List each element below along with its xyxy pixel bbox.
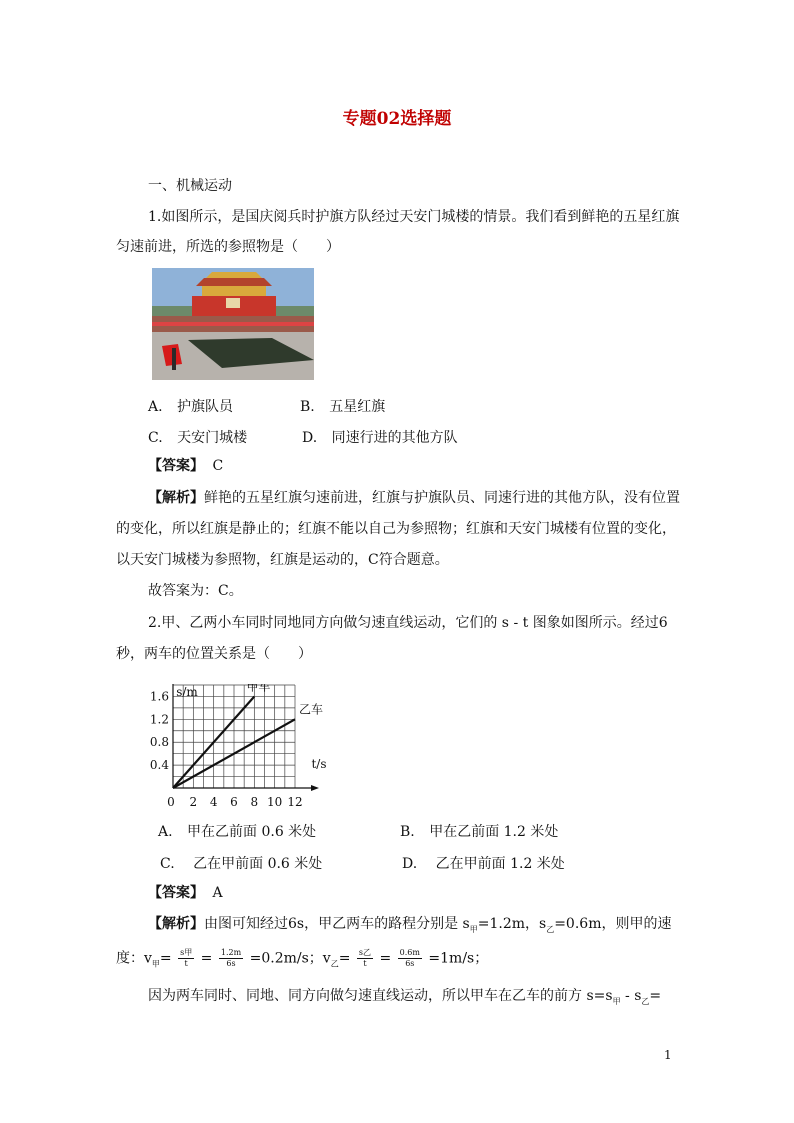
section-heading: 一、机械运动	[148, 178, 232, 194]
q2-option-d	[402, 853, 565, 873]
subscript-yi: 乙	[330, 959, 339, 969]
analysis-text: 由图可知经过6s，甲乙两车的路程分别是 s	[204, 916, 470, 932]
option-letter: D.	[402, 856, 418, 872]
q1-answer	[148, 456, 223, 476]
q1-option-a	[148, 396, 233, 416]
parade-photo	[152, 268, 314, 380]
x-tick-label: 4	[209, 795, 218, 809]
x-tick-label: 10	[267, 795, 283, 809]
option-letter: A.	[148, 399, 163, 415]
page-title: 专题02选择题	[342, 109, 452, 129]
subscript-jia: 甲	[469, 924, 478, 934]
subscript-jia: 甲	[151, 959, 160, 969]
option-text: 甲在乙前面 1.2 米处	[429, 824, 559, 840]
q2-stem-line2: 秒，两车的位置关系是（ ）	[116, 646, 312, 662]
q2-answer	[148, 883, 223, 903]
analysis-text: - s	[620, 988, 642, 1004]
origin-label: 0	[167, 795, 175, 809]
option-text: 同速行进的其他方队	[331, 430, 458, 446]
subscript-jia: 甲	[612, 996, 621, 1006]
q1-analysis-line2: 的变化，所以红旗是静止的；红旗不能以自己为参照物；红旗和天安门城楼有位置的变化，	[116, 521, 676, 537]
q2-analysis-line3	[148, 986, 661, 1012]
q2-stem-line1: 2.甲、乙两小车同时同地同方向做匀速直线运动，它们的 s - t 图象如图所示。经过6	[148, 615, 668, 631]
q1-conclusion: 故答案为：C。	[148, 583, 243, 599]
option-text: 护旗队员	[177, 399, 234, 415]
analysis-label: 【解析】	[148, 490, 204, 506]
option-letter: A.	[158, 824, 173, 840]
y-tick-label: 0.8	[150, 735, 169, 750]
page-number: 1	[664, 1048, 672, 1062]
option-letter: D.	[302, 430, 318, 446]
x-tick-label: 8	[250, 795, 259, 809]
y-axis-label: s/m	[176, 685, 198, 699]
fraction-value: $\frac{1.2m}{6s}$	[220, 948, 242, 968]
x-tick-label: 6	[230, 795, 238, 809]
x-tick-label: 12	[287, 795, 303, 809]
option-text: 乙在甲前面 0.6 米处	[193, 856, 323, 872]
speed-text: 度：v	[116, 950, 152, 967]
equals: =	[379, 950, 392, 967]
subscript-yi: 乙	[641, 996, 650, 1006]
y-tick-label: 1.2	[150, 712, 169, 727]
option-text: 五星红旗	[329, 399, 386, 415]
analysis-text: =0.6m，则甲的速	[554, 916, 672, 932]
q2-option-c	[160, 853, 322, 873]
x-axis-arrow	[311, 785, 319, 791]
analysis-label: 【解析】	[148, 916, 204, 932]
q2-analysis-line1	[148, 914, 671, 940]
fraction-s-over-t: $\frac{\text{s乙}}{t}$	[358, 948, 372, 968]
st-graph-svg	[150, 684, 340, 814]
q1-stem-line1: 1.如图所示，是国庆阅兵时护旗方队经过天安门城楼的情景。我们看到鲜艳的五星红旗	[148, 209, 680, 225]
option-letter: C.	[160, 856, 175, 872]
answer-label: 【答案】	[148, 885, 204, 901]
q2-analysis-line2	[116, 948, 488, 974]
q2-option-a	[158, 821, 316, 841]
equals: =	[338, 950, 351, 967]
equals: =	[159, 950, 172, 967]
q1-analysis-line1	[148, 488, 680, 508]
x-tick-label: 2	[189, 795, 198, 809]
x-axis-label: t/s	[311, 757, 327, 771]
analysis-text: =1.2m，s	[477, 916, 547, 932]
option-text: 天安门城楼	[177, 430, 248, 446]
q1-option-c	[148, 427, 247, 447]
answer-value: A	[212, 885, 223, 901]
equals: =	[200, 950, 213, 967]
y-tick-label: 1.6	[150, 689, 169, 704]
st-graph	[150, 684, 340, 818]
answer-label: 【答案】	[148, 458, 204, 474]
answer-value: C	[212, 458, 224, 474]
option-letter: B.	[400, 824, 415, 840]
subscript-yi: 乙	[546, 924, 555, 934]
q1-option-d	[302, 427, 458, 447]
q1-option-b	[300, 396, 385, 416]
q2-option-b	[400, 821, 558, 841]
analysis-text: 因为两车同时、同地、同方向做匀速直线运动，所以甲车在乙车的前方 s=s	[148, 988, 613, 1004]
option-letter: B.	[300, 399, 315, 415]
fraction-value: $\frac{0.6m}{6s}$	[399, 948, 420, 968]
y-tick-label: 0.4	[150, 758, 169, 773]
option-letter: C.	[148, 430, 163, 446]
tiananmen-parade-image	[152, 268, 314, 380]
q1-stem-line2: 匀速前进，所选的参照物是（ ）	[116, 239, 340, 255]
option-text: 甲在乙前面 0.6 米处	[187, 824, 317, 840]
fraction-s-over-t: $\frac{\text{s甲}}{t}$	[180, 948, 193, 968]
series-label-yi: 乙车	[298, 702, 324, 717]
analysis-text: 鲜艳的五星红旗匀速前进，红旗与护旗队员、同速行进的其他方队，没有位置	[204, 490, 680, 506]
speed-text: =1m/s；	[428, 950, 489, 967]
speed-text: =0.2m/s；v	[249, 950, 331, 967]
option-text: 乙在甲前面 1.2 米处	[435, 856, 565, 872]
series-label-jia: 甲车	[246, 684, 271, 694]
q1-analysis-line3: 以天安门城楼为参照物，红旗是运动的，C符合题意。	[116, 552, 449, 568]
analysis-text: =	[649, 988, 662, 1004]
